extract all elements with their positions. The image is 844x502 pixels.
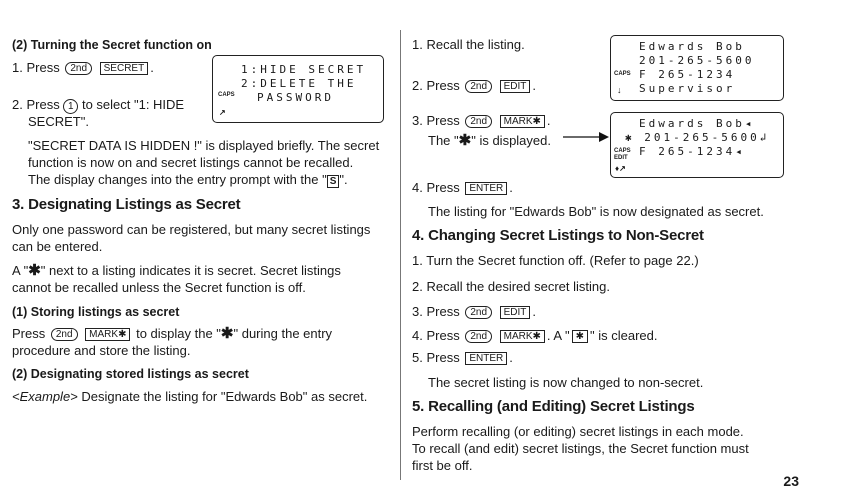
section-3-para-2: can be entered. — [12, 239, 103, 254]
arrow-icon — [563, 130, 611, 144]
lcd-row-2: 2:DELETE THE — [241, 77, 357, 90]
star-displayed-line: The "✱" is displayed. — [428, 132, 551, 149]
step-press-enter: 4. Press ENTER . — [412, 180, 513, 195]
2nd-key: 2nd — [465, 330, 492, 343]
secret-key: SECRET — [100, 62, 149, 75]
indicator-icon: ↗ — [219, 108, 226, 117]
lcd-display-recalled-listing — [610, 35, 784, 101]
star-icon: ✱ — [28, 262, 41, 279]
step-2: 2. Press 1 to select "1: HIDE — [12, 97, 185, 112]
mark-key: MARK✱ — [500, 115, 545, 128]
example-tag: <Example> — [12, 389, 78, 404]
caps-indicator: CAPS — [218, 92, 235, 98]
designated-secret-line: The listing for "Edwards Bob" is now designated as secret. — [428, 204, 764, 219]
change-step-2: 2. Recall the desired secret listing. — [412, 279, 610, 294]
para-secret-hidden-3: The display changes into the entry prompt with the " S ". — [28, 172, 348, 187]
lcd-row-1: 1:HIDE SECRET — [241, 63, 367, 76]
section-4-heading: 4. Changing Secret Listings to Non-Secret — [412, 227, 704, 244]
indicator-icon: ♦↗ — [615, 164, 626, 173]
enter-key: ENTER — [465, 182, 507, 195]
step-2-cont: SECRET". — [28, 114, 89, 129]
lcd-row-2: 201-265-5600 — [639, 54, 755, 67]
circled-1-key: 1 — [63, 99, 78, 114]
page-number: 23 — [783, 473, 799, 489]
section-3-para-4: cannot be recalled unless the Secret function is off. — [12, 280, 306, 295]
caps-indicator: CAPS — [614, 148, 631, 154]
section-5-para-2: To recall (and edit) secret listings, the Secret function must — [412, 441, 749, 456]
section-3-para-3: A "✱" next to a listing indicates it is secret. Secret listings — [12, 262, 341, 279]
lcd-row-1: Edwards Bob◂ — [639, 117, 755, 130]
change-step-5: 5. Press ENTER . — [412, 350, 513, 365]
step-press-mark: 3. Press 2nd MARK✱ . — [412, 113, 551, 128]
2nd-key: 2nd — [465, 80, 492, 93]
section-5-para-3: first be off. — [412, 458, 473, 473]
caps-indicator: CAPS — [614, 71, 631, 77]
edit-key: EDIT — [500, 80, 531, 93]
lcd-row-3: F 265-1234 — [639, 68, 736, 81]
2nd-key: 2nd — [465, 306, 492, 319]
s-indicator-icon: S — [327, 175, 340, 188]
column-divider — [400, 30, 401, 480]
lcd-row-3: F 265-1234◂ — [639, 145, 745, 158]
section-5-para-1: Perform recalling (or editing) secret listings in each mode. — [412, 424, 744, 439]
mark-key: MARK✱ — [500, 330, 545, 343]
2nd-key: 2nd — [51, 328, 78, 341]
subheading-storing: (1) Storing listings as secret — [12, 305, 180, 319]
boxed-star-icon: ✱ — [572, 330, 588, 343]
section-5-heading: 5. Recalling (and Editing) Secret Listings — [412, 398, 695, 415]
non-secret-line: The secret listing is now changed to non-secret. — [428, 375, 704, 390]
2nd-key: 2nd — [65, 62, 92, 75]
change-step-1: 1. Turn the Secret function off. (Refer to page 22.) — [412, 253, 699, 268]
star-icon: ✱ — [458, 132, 472, 149]
lcd-row-4: Supervisor — [639, 82, 736, 95]
lcd-row-1: Edwards Bob — [639, 40, 745, 53]
lcd-row-2: ✱ 201-265-5600↲ — [625, 131, 770, 144]
storing-para-1: Press 2nd MARK✱ to display the "✱" during the entry — [12, 325, 333, 342]
step-1: 1. Press 2nd SECRET . — [12, 60, 154, 75]
example-line: <Example> Designate the listing for "Edwards Bob" as secret. — [12, 389, 368, 404]
lcd-display-hide-secret — [212, 55, 384, 123]
subheading-turning-on: (2) Turning the Secret function on — [12, 38, 212, 52]
star-icon: ✱ — [220, 325, 234, 342]
change-step-4: 4. Press 2nd MARK✱ . A " ✱ " is cleared. — [412, 328, 658, 343]
change-step-3: 3. Press 2nd EDIT . — [412, 304, 537, 319]
storing-para-2: procedure and store the listing. — [12, 343, 191, 358]
edit-key: EDIT — [500, 306, 531, 319]
para-secret-hidden-1: "SECRET DATA IS HIDDEN !" is displayed briefly. The secret — [28, 138, 380, 153]
2nd-key: 2nd — [465, 115, 492, 128]
lcd-row-3: PASSWORD — [257, 91, 334, 104]
lcd-display-marked-listing — [610, 112, 784, 178]
section-3-heading: 3. Designating Listings as Secret — [12, 196, 241, 213]
subheading-designating: (2) Designating stored listings as secret — [12, 367, 249, 381]
section-3-para-1: Only one password can be registered, but many secret listings — [12, 222, 371, 237]
step-recall: 1. Recall the listing. — [412, 37, 525, 52]
mark-key: MARK✱ — [85, 328, 130, 341]
down-arrow-icon: ↓ — [617, 85, 622, 95]
enter-key: ENTER — [465, 352, 507, 365]
para-secret-hidden-2: function is now on and secret listings cannot be recalled. — [28, 155, 354, 170]
step-press-edit: 2. Press 2nd EDIT . — [412, 78, 537, 93]
edit-indicator: EDIT — [614, 155, 628, 161]
